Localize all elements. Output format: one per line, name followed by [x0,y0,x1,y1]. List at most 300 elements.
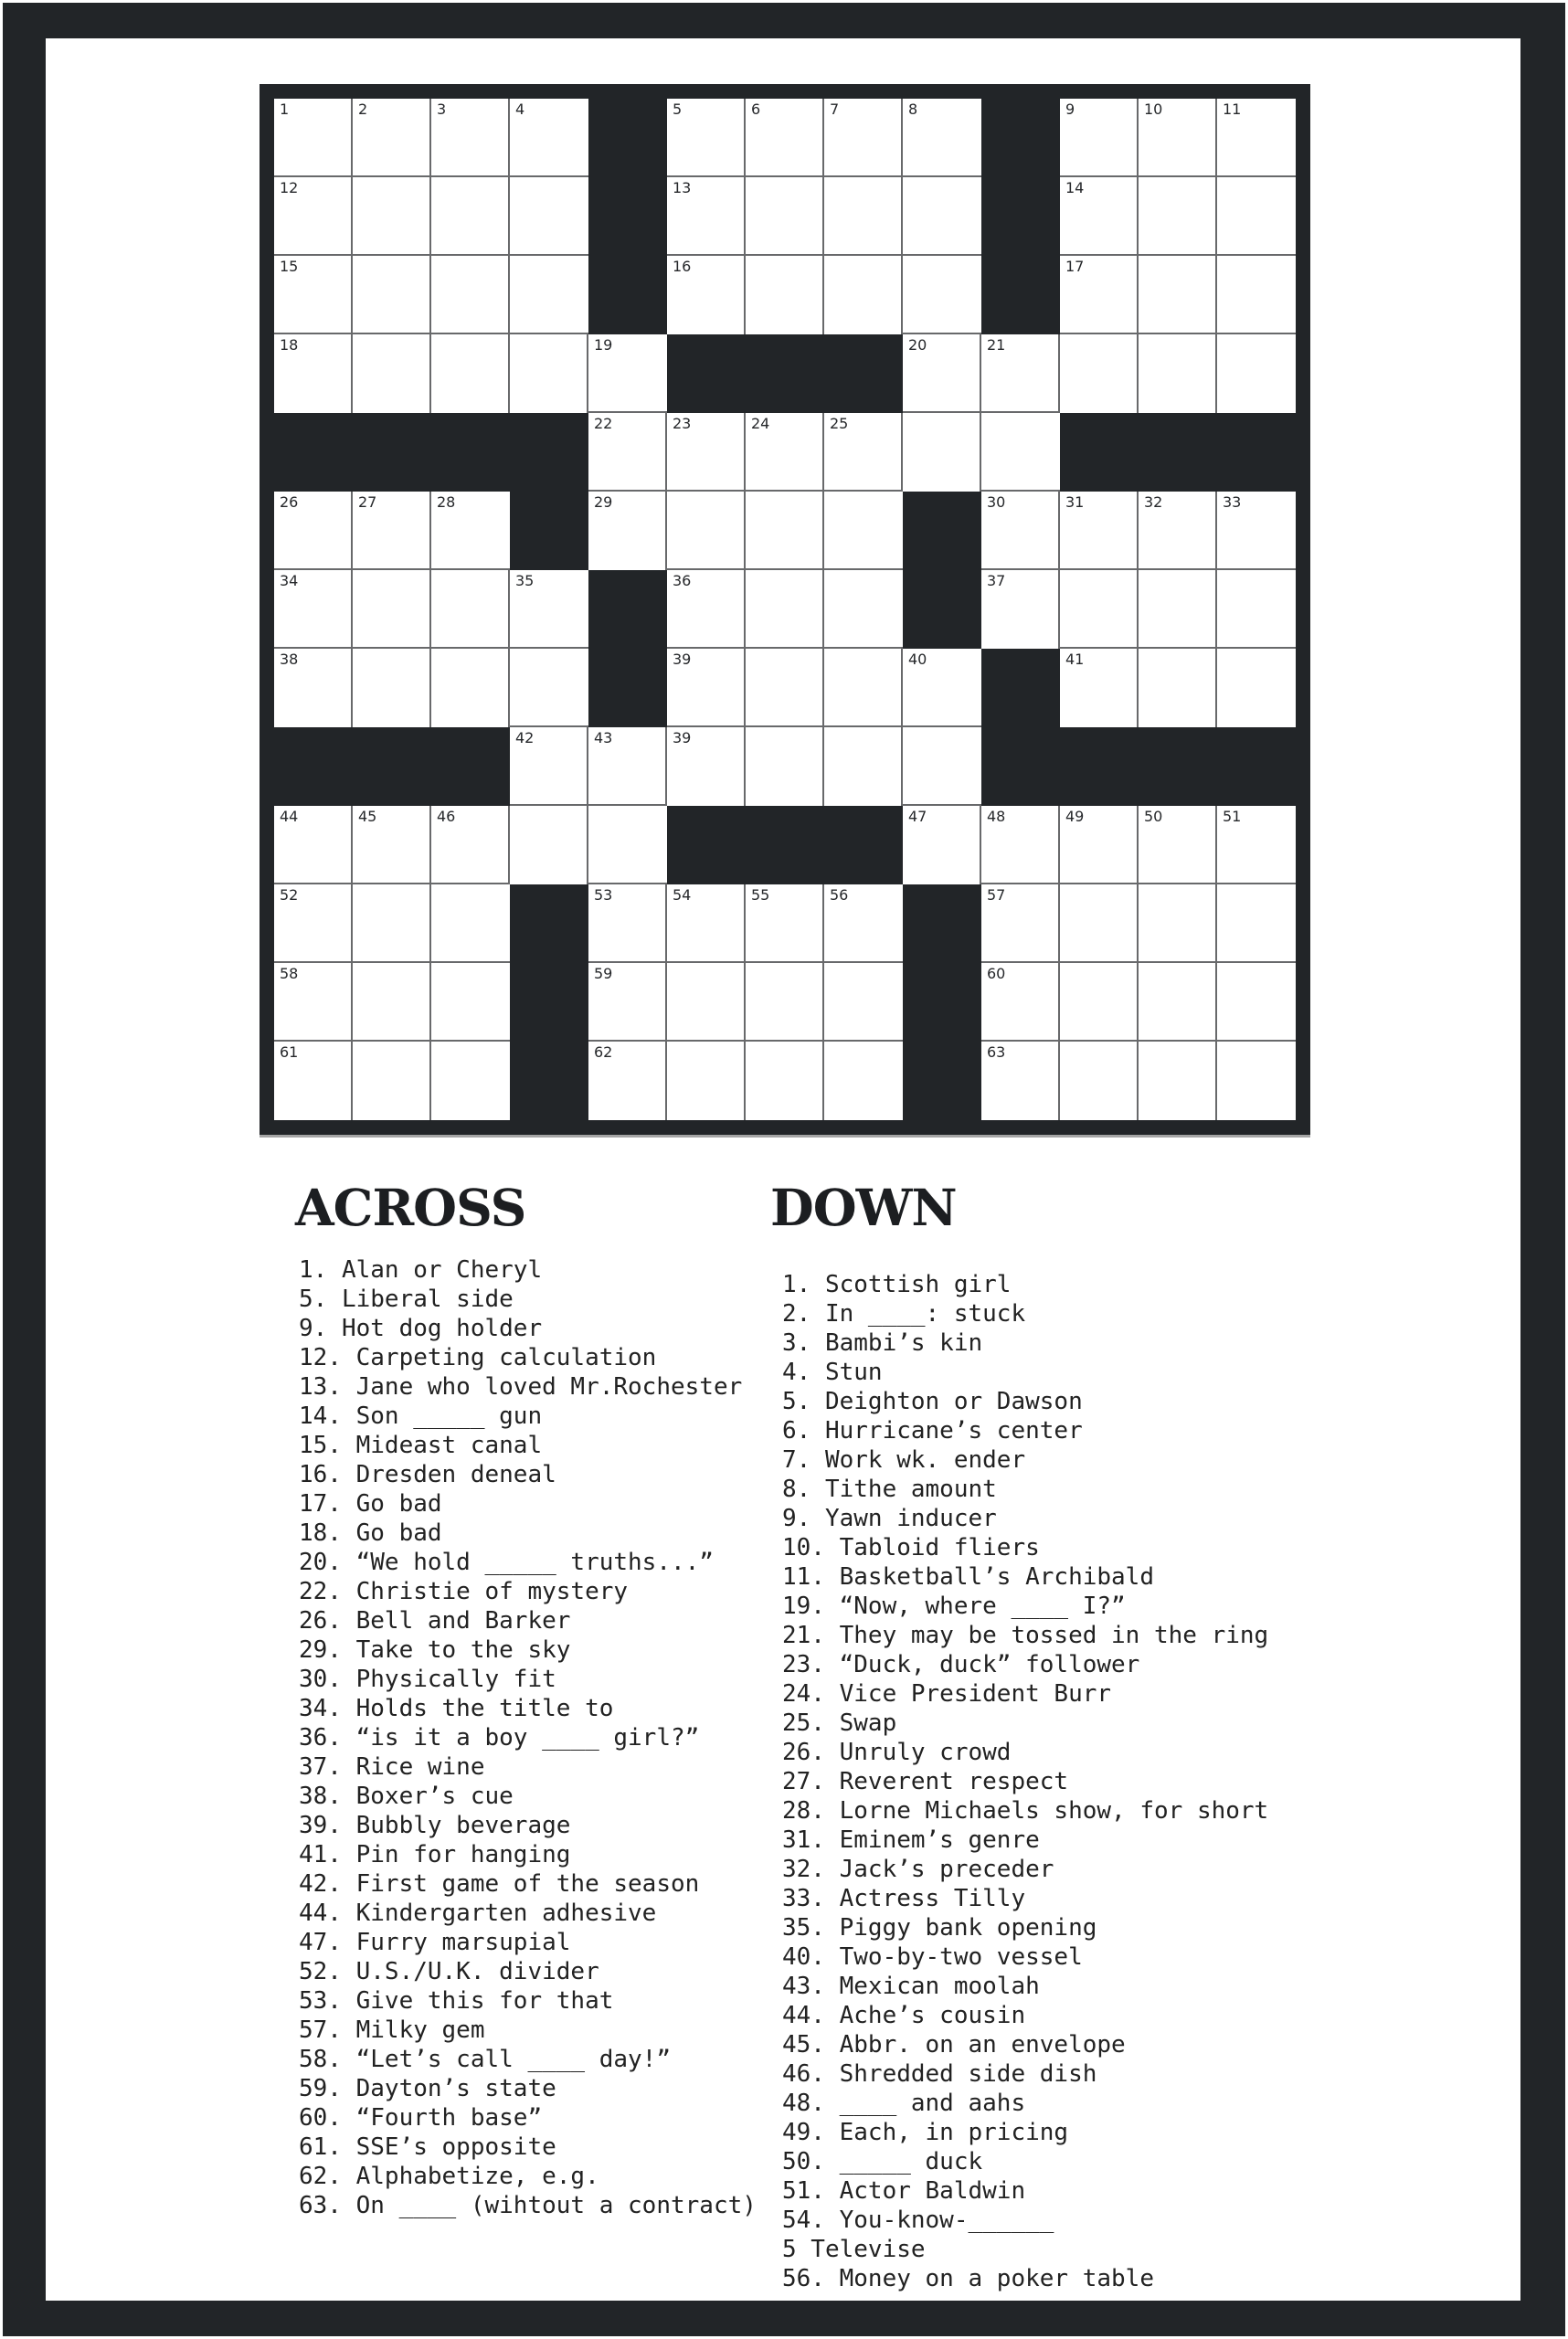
grid-cell[interactable] [588,884,667,963]
grid-cell[interactable] [981,963,1060,1042]
cell-number: 18 [280,336,299,354]
black-cell [510,492,588,570]
black-cell [903,492,981,570]
grid-cell[interactable] [1060,1042,1139,1120]
grid-cell[interactable] [1217,334,1296,413]
cell-number: 6 [751,101,761,118]
grid-cell[interactable] [1139,256,1217,334]
black-cell [588,177,667,256]
grid-cell[interactable] [1060,492,1139,570]
down-clue: 46. Shredded side dish [782,2060,1097,2088]
grid-cell[interactable] [1139,570,1217,649]
down-clue: 48. ____ and aahs [782,2090,1026,2117]
cell-number: 3 [437,101,447,118]
down-clue: 50. _____ duck [782,2148,983,2175]
black-cell [667,334,746,413]
black-cell [510,884,588,963]
black-cell [824,334,903,413]
across-clue: 39. Bubbly beverage [299,1812,571,1839]
grid-cell[interactable] [431,177,510,256]
cell-number: 15 [280,258,299,275]
grid-cell[interactable] [824,99,903,177]
across-clue: 1. Alan or Cheryl [299,1256,543,1284]
grid-cell[interactable] [746,256,824,334]
down-clue: 11. Basketball’s Archibald [782,1563,1154,1591]
black-cell [431,727,510,806]
cell-number: 4 [515,101,525,118]
grid-cell[interactable] [588,806,667,884]
across-clue-list [299,1255,757,2220]
down-clue: 26. Unruly crowd [782,1739,1012,1766]
grid-cell[interactable] [1217,99,1296,177]
across-clue: 34. Holds the title to [299,1695,614,1722]
grid-cell[interactable] [746,884,824,963]
grid-cell[interactable] [1060,806,1139,884]
down-clue: 3. Bambi’s kin [782,1329,983,1357]
black-cell [1060,727,1139,806]
across-clue: 18. Go bad [299,1519,442,1547]
across-clue: 42. First game of the season [299,1870,700,1898]
down-clue: 49. Each, in pricing [782,2119,1069,2146]
grid-cell[interactable] [1217,884,1296,963]
grid-cell[interactable] [1060,99,1139,177]
cell-number: 20 [908,336,927,354]
cell-number: 43 [594,729,613,746]
grid-cell[interactable] [824,649,903,727]
down-clue: 54. You-know-______ [782,2207,1054,2234]
grid-cell[interactable] [1060,570,1139,649]
cell-number: 52 [280,886,299,904]
grid-cell[interactable] [746,177,824,256]
cell-number: 34 [280,572,299,589]
grid-cell[interactable] [431,492,510,570]
grid-cell[interactable] [1217,570,1296,649]
grid-cell[interactable] [903,177,981,256]
cell-number: 37 [987,572,1006,589]
across-clue: 16. Dresden deneal [299,1461,556,1488]
across-clue: 52. U.S./U.K. divider [299,1958,599,1985]
down-clue: 43. Mexican moolah [782,1973,1040,2000]
cell-number: 14 [1065,179,1085,196]
cell-number: 9 [1065,101,1075,118]
cell-number: 23 [673,415,692,432]
grid-cell[interactable] [1139,649,1217,727]
cell-number: 42 [515,729,535,746]
grid-cell[interactable] [1217,1042,1296,1120]
down-clue: 31. Eminem’s genre [782,1826,1040,1854]
down-clue: 23. “Duck, duck” follower [782,1651,1140,1678]
across-clue: 17. Go bad [299,1490,442,1518]
cell-number: 40 [908,651,927,668]
black-cell [746,806,824,884]
down-clue: 27. Reverent respect [782,1768,1069,1795]
black-cell [510,963,588,1042]
grid-cell[interactable] [746,1042,824,1120]
down-clue: 5. Deighton or Dawson [782,1388,1083,1415]
grid-cell[interactable] [1060,649,1139,727]
across-clue: 36. “is it a boy ____ girl?” [299,1724,700,1752]
grid-cell[interactable] [667,256,746,334]
grid-cell[interactable] [274,806,353,884]
cell-number: 39 [673,651,692,668]
grid-cell[interactable] [981,492,1060,570]
grid-cell[interactable] [274,334,353,413]
grid-cell[interactable] [274,492,353,570]
down-clue: 5 Televise [782,2236,926,2263]
grid-cell[interactable] [981,413,1060,492]
down-clue: 4. Stun [782,1359,883,1386]
cell-number: 47 [908,808,927,825]
grid-cell[interactable] [746,570,824,649]
black-cell [1139,413,1217,492]
black-cell [353,727,431,806]
across-clue: 26. Bell and Barker [299,1607,571,1635]
down-clue: 33. Actress Tilly [782,1885,1026,1912]
grid-cell[interactable] [1060,963,1139,1042]
down-clue: 19. “Now, where ____ I?” [782,1593,1126,1620]
across-clue: 53. Give this for that [299,1987,614,2015]
black-cell [510,413,588,492]
grid-cell[interactable] [510,99,588,177]
cell-number: 44 [280,808,299,825]
grid-cell[interactable] [667,99,746,177]
across-clue: 14. Son _____ gun [299,1402,543,1430]
grid-cell[interactable] [1217,256,1296,334]
across-clue: 38. Boxer’s cue [299,1783,514,1810]
grid-cell[interactable] [510,570,588,649]
down-clue: 7. Work wk. ender [782,1446,1026,1474]
grid-cell[interactable] [353,1042,431,1120]
down-clue: 25. Swap [782,1709,897,1737]
down-clue: 6. Hurricane’s center [782,1417,1083,1445]
grid-cell[interactable] [667,727,746,806]
grid-cell[interactable] [667,177,746,256]
black-cell [824,806,903,884]
black-cell [1217,413,1296,492]
cell-number: 41 [1065,651,1085,668]
grid-cell[interactable] [431,1042,510,1120]
cell-number: 48 [987,808,1006,825]
cell-number: 7 [830,101,840,118]
cell-number: 16 [673,258,692,275]
grid-cell[interactable] [667,570,746,649]
across-clue: 60. “Fourth base” [299,2104,543,2132]
black-cell [1060,413,1139,492]
black-cell [353,413,431,492]
grid-cell[interactable] [824,413,903,492]
black-cell [1139,727,1217,806]
black-cell [667,806,746,884]
cell-number: 38 [280,651,299,668]
grid-cell[interactable] [274,570,353,649]
across-clue: 20. “We hold _____ truths...” [299,1549,714,1576]
cell-number: 29 [594,493,613,511]
down-clue: 51. Actor Baldwin [782,2177,1026,2205]
grid-cell[interactable] [1139,334,1217,413]
grid-cell[interactable] [353,884,431,963]
cell-number: 57 [987,886,1006,904]
across-clue: 41. Pin for hanging [299,1841,571,1868]
grid-cell[interactable] [1139,1042,1217,1120]
across-clue: 61. SSE’s opposite [299,2133,556,2161]
grid-cell[interactable] [746,413,824,492]
down-clue: 1. Scottish girl [782,1271,1012,1298]
grid-cell[interactable] [1060,256,1139,334]
grid-cell[interactable] [431,570,510,649]
across-clue: 12. Carpeting calculation [299,1344,657,1371]
grid-cell[interactable] [274,884,353,963]
grid-cell[interactable] [353,177,431,256]
down-heading: DOWN [770,1178,957,1237]
grid-cell[interactable] [353,492,431,570]
grid-cell[interactable] [588,963,667,1042]
across-clue: 57. Milky gem [299,2016,485,2044]
down-clue: 56. Money on a poker table [782,2265,1154,2292]
across-clue: 22. Christie of mystery [299,1578,629,1605]
grid-cell[interactable] [431,649,510,727]
grid-cell[interactable] [824,256,903,334]
grid-cell[interactable] [510,806,588,884]
grid-cell[interactable] [510,256,588,334]
across-clue: 63. On ____ (wihtout a contract) [299,2192,757,2219]
black-cell [746,334,824,413]
cell-number: 49 [1065,808,1085,825]
grid-cell[interactable] [746,492,824,570]
black-cell [588,256,667,334]
cell-number: 35 [515,572,535,589]
cell-number: 22 [594,415,613,432]
grid-cell[interactable] [824,570,903,649]
grid-cell[interactable] [1217,649,1296,727]
across-clue: 58. “Let’s call ____ day!” [299,2046,671,2073]
grid-cell[interactable] [824,963,903,1042]
down-clue: 9. Yawn inducer [782,1505,997,1532]
grid-cell[interactable] [274,1042,353,1120]
grid-cell[interactable] [824,1042,903,1120]
cell-number: 32 [1144,493,1163,511]
grid-cell[interactable] [746,963,824,1042]
grid-cell[interactable] [353,334,431,413]
grid-cell[interactable] [431,256,510,334]
grid-cell[interactable] [981,570,1060,649]
grid-cell[interactable] [353,649,431,727]
down-clue: 2. In ____: stuck [782,1300,1026,1328]
cell-number: 19 [594,336,613,354]
grid-cell[interactable] [903,413,981,492]
black-cell [903,1042,981,1120]
grid-cell[interactable] [274,177,353,256]
down-clue: 35. Piggy bank opening [782,1914,1097,1942]
cell-number: 51 [1223,808,1242,825]
across-clue: 5. Liberal side [299,1286,514,1313]
grid-cell[interactable] [824,177,903,256]
black-cell [588,570,667,649]
grid-cell[interactable] [1139,806,1217,884]
across-clue: 47. Furry marsupial [299,1929,571,1956]
black-cell [981,649,1060,727]
grid-cell[interactable] [746,649,824,727]
cell-number: 24 [751,415,770,432]
across-clue: 59. Dayton’s state [299,2075,556,2102]
across-clue: 44. Kindergarten adhesive [299,1900,657,1927]
grid-cell[interactable] [431,806,510,884]
down-clue: 44. Ache’s cousin [782,2002,1026,2029]
cell-number: 55 [751,886,770,904]
down-clue: 21. They may be tossed in the ring [782,1622,1269,1649]
down-clue: 10. Tabloid fliers [782,1534,1040,1561]
black-cell [274,413,353,492]
cell-number: 17 [1065,258,1085,275]
grid-cells [274,99,1296,1120]
grid-cell[interactable] [353,806,431,884]
across-clue: 30. Physically fit [299,1666,556,1693]
down-clue: 24. Vice President Burr [782,1680,1112,1708]
grid-cell[interactable] [588,334,667,413]
grid-cell[interactable] [588,413,667,492]
cell-number: 26 [280,493,299,511]
cell-number: 58 [280,965,299,982]
grid-cell[interactable] [1060,177,1139,256]
down-clue: 28. Lorne Michaels show, for short [782,1797,1269,1825]
cell-number: 8 [908,101,918,118]
grid-cell[interactable] [903,649,981,727]
grid-cell[interactable] [353,99,431,177]
cell-number: 2 [358,101,368,118]
grid-cell[interactable] [824,492,903,570]
across-clue: 13. Jane who loved Mr.Rochester [299,1373,743,1401]
grid-cell[interactable] [981,884,1060,963]
grid-cell[interactable] [274,99,353,177]
grid-cell[interactable] [431,99,510,177]
cell-number: 11 [1223,101,1242,118]
cell-number: 12 [280,179,299,196]
black-cell [510,1042,588,1120]
cell-number: 54 [673,886,692,904]
grid-cell[interactable] [1139,963,1217,1042]
grid-cell[interactable] [824,884,903,963]
grid-cell[interactable] [824,727,903,806]
grid-cell[interactable] [1060,884,1139,963]
grid-cell[interactable] [1217,177,1296,256]
black-cell [981,256,1060,334]
cell-number: 62 [594,1043,613,1061]
cell-number: 13 [673,179,692,196]
grid-cell[interactable] [510,334,588,413]
black-cell [274,727,353,806]
down-clue-list [782,1270,1268,2293]
cell-number: 61 [280,1043,299,1061]
cell-number: 45 [358,808,377,825]
cell-number: 60 [987,965,1006,982]
cell-number: 53 [594,886,613,904]
grid-cell[interactable] [746,727,824,806]
across-clue: 62. Alphabetize, e.g. [299,2163,599,2190]
grid-cell[interactable] [667,884,746,963]
black-cell [903,570,981,649]
grid-cell[interactable] [1217,806,1296,884]
grid-cell[interactable] [274,256,353,334]
cell-number: 27 [358,493,377,511]
across-clue: 15. Mideast canal [299,1432,543,1459]
grid-cell[interactable] [903,256,981,334]
cell-number: 1 [280,101,290,118]
grid-cell[interactable] [431,884,510,963]
across-clue: 37. Rice wine [299,1753,485,1781]
grid-cell[interactable] [746,99,824,177]
grid-cell[interactable] [353,570,431,649]
grid-cell[interactable] [274,963,353,1042]
crossword-grid [260,84,1310,1135]
cell-number: 50 [1144,808,1163,825]
cell-number: 56 [830,886,849,904]
black-cell [588,649,667,727]
grid-cell[interactable] [1217,963,1296,1042]
grid-cell[interactable] [1139,99,1217,177]
grid-cell[interactable] [588,727,667,806]
grid-cell[interactable] [353,256,431,334]
grid-cell[interactable] [981,1042,1060,1120]
cell-number: 39 [673,729,692,746]
grid-cell[interactable] [510,727,588,806]
grid-cell[interactable] [903,806,981,884]
grid-cell[interactable] [981,334,1060,413]
cell-number: 63 [987,1043,1006,1061]
black-cell [981,727,1060,806]
grid-cell[interactable] [431,963,510,1042]
grid-cell[interactable] [667,492,746,570]
down-clue: 32. Jack’s preceder [782,1856,1054,1883]
cell-number: 21 [987,336,1006,354]
cell-number: 46 [437,808,456,825]
grid-cell[interactable] [667,649,746,727]
grid-cell[interactable] [667,1042,746,1120]
grid-cell[interactable] [903,334,981,413]
down-clue: 40. Two-by-two vessel [782,1943,1083,1971]
cell-number: 25 [830,415,849,432]
black-cell [588,99,667,177]
grid-cell[interactable] [903,99,981,177]
cell-number: 31 [1065,493,1085,511]
grid-cell[interactable] [588,1042,667,1120]
grid-cell[interactable] [431,334,510,413]
cell-number: 59 [594,965,613,982]
cell-number: 5 [673,101,683,118]
cell-number: 33 [1223,493,1242,511]
grid-cell[interactable] [667,963,746,1042]
grid-cell[interactable] [1217,492,1296,570]
grid-cell[interactable] [510,177,588,256]
grid-cell[interactable] [1139,177,1217,256]
black-cell [981,177,1060,256]
cell-number: 28 [437,493,456,511]
grid-cell[interactable] [274,649,353,727]
black-cell [981,99,1060,177]
grid-cell[interactable] [667,413,746,492]
grid-cell[interactable] [1139,884,1217,963]
grid-cell[interactable] [903,727,981,806]
grid-cell[interactable] [510,649,588,727]
grid-cell[interactable] [981,806,1060,884]
grid-cell[interactable] [588,492,667,570]
black-cell [903,963,981,1042]
grid-cell[interactable] [353,963,431,1042]
black-cell [903,884,981,963]
grid-cell[interactable] [1139,492,1217,570]
black-cell [431,413,510,492]
cell-number: 36 [673,572,692,589]
grid-cell[interactable] [1060,334,1139,413]
cell-number: 10 [1144,101,1163,118]
